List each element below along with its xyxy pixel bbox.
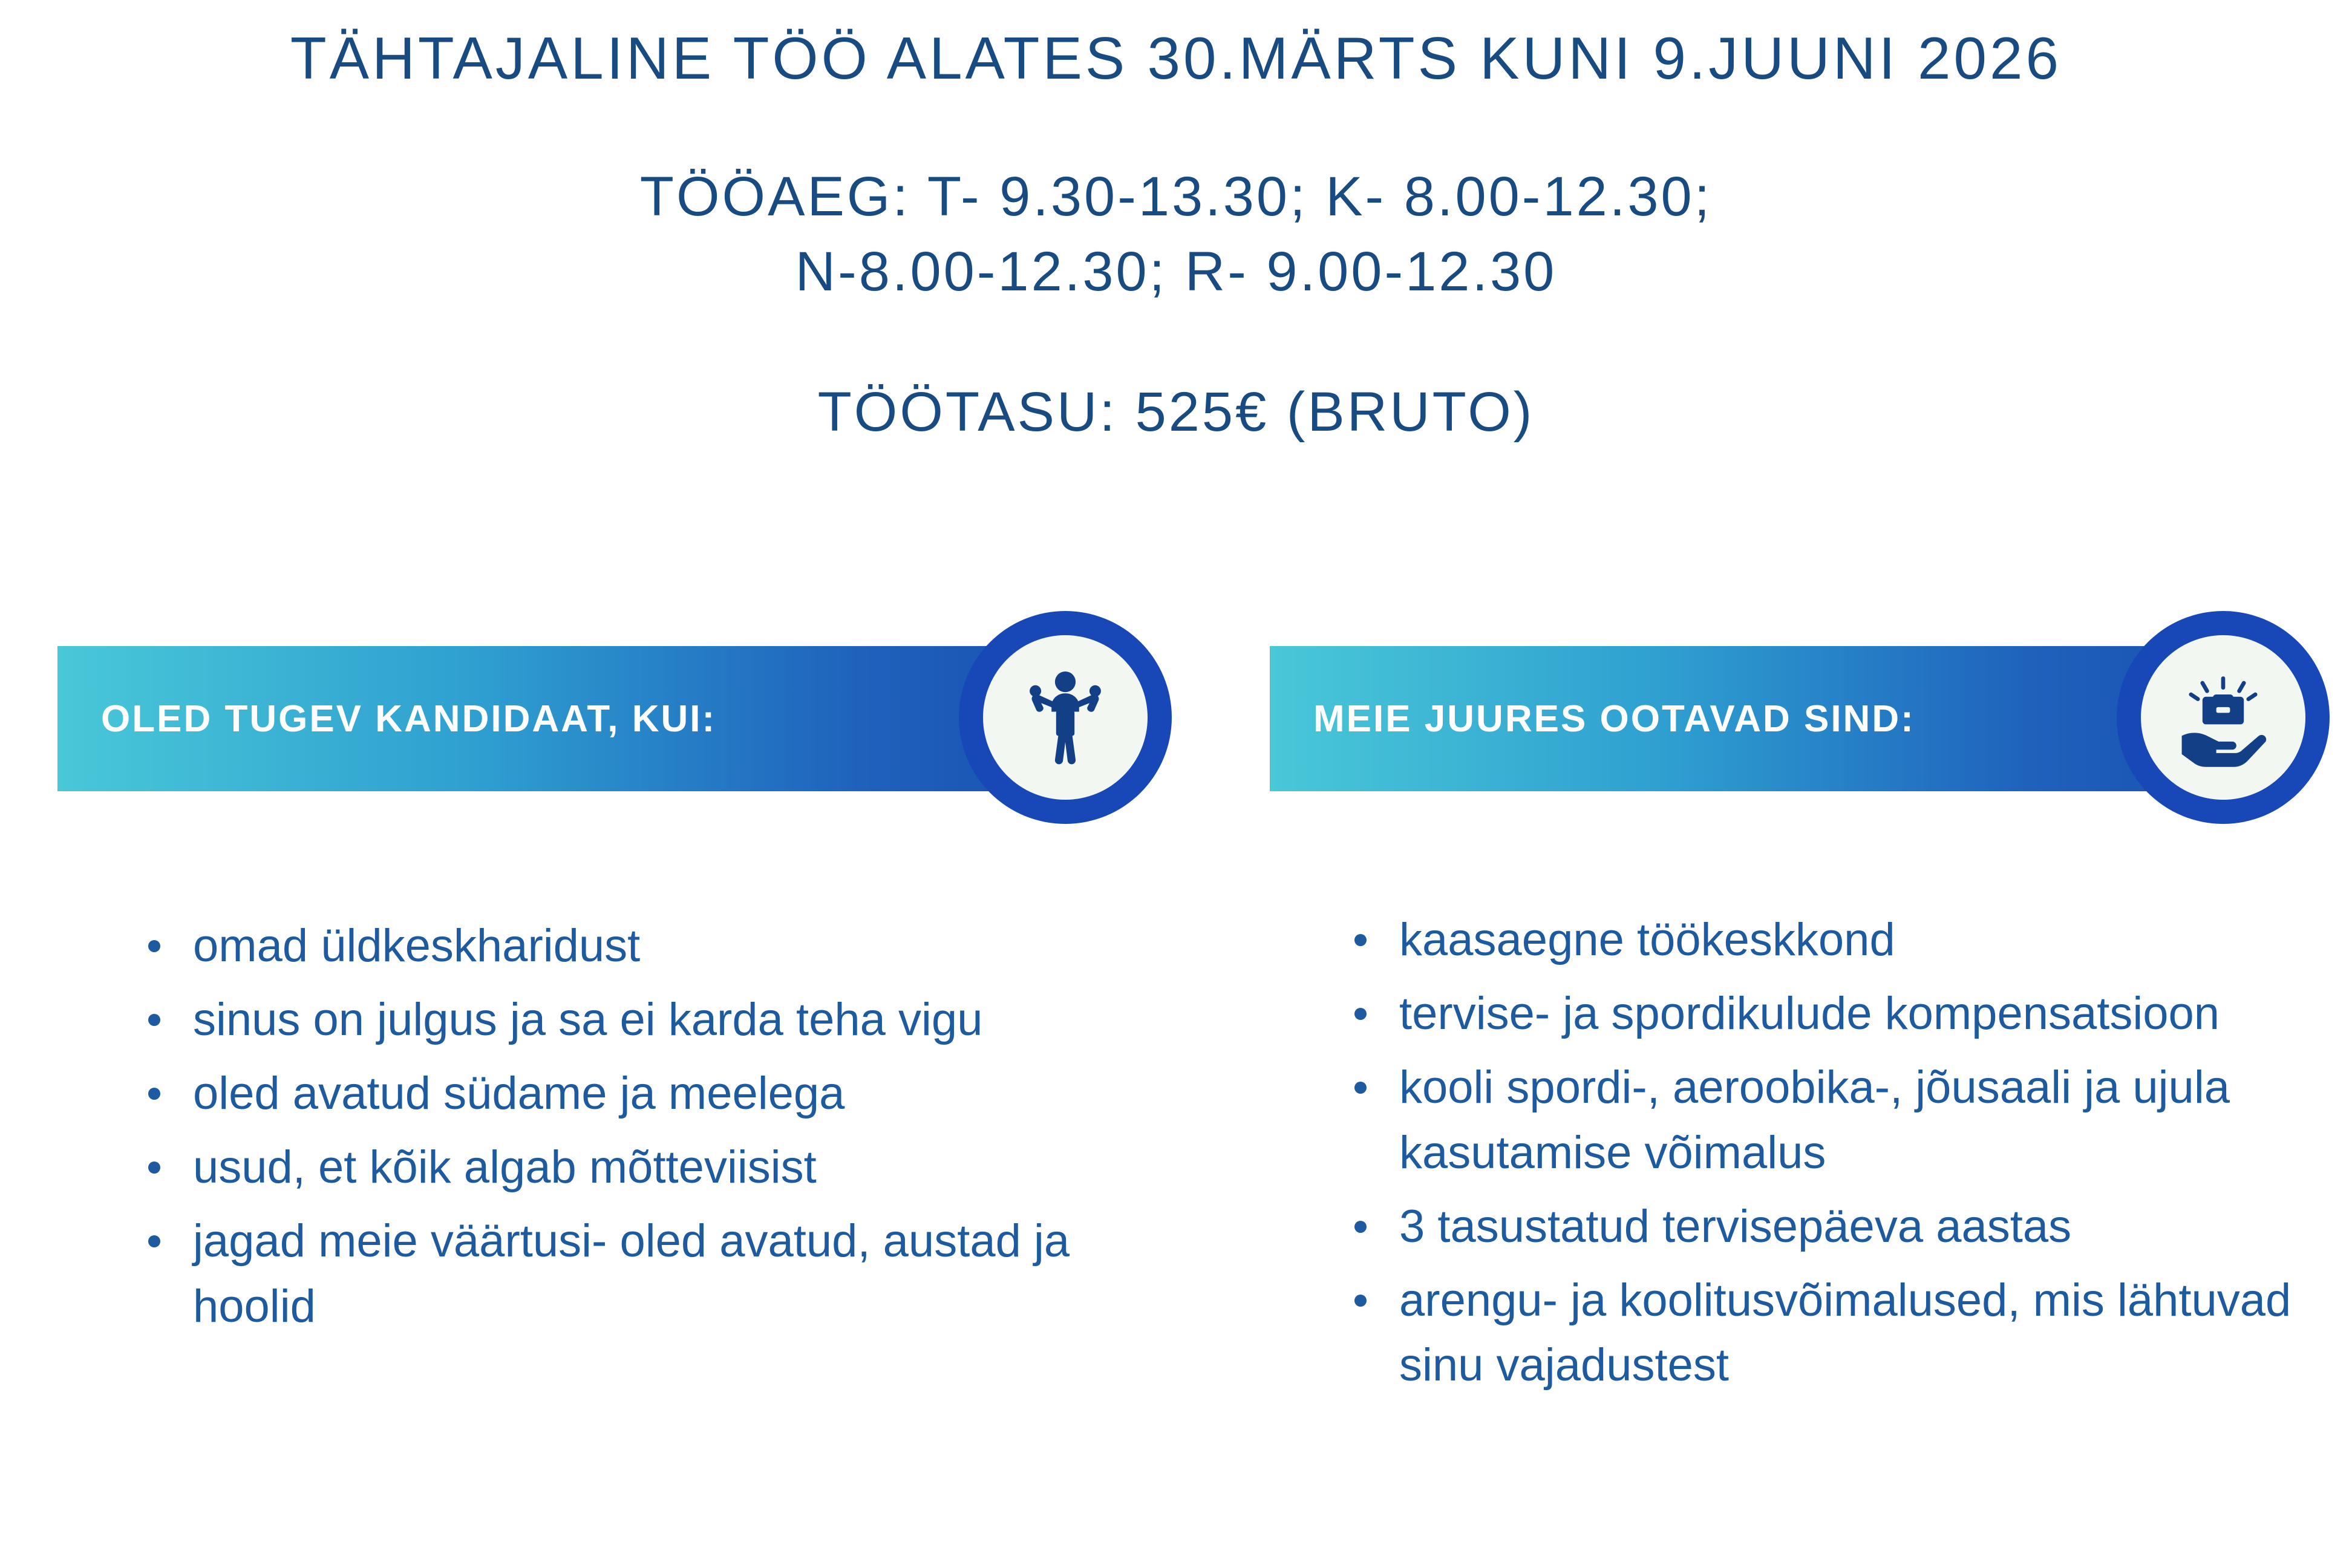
list-item: arengu- ja koolitusvõimalused, mis lähtuvad sinu vajadustest [1354, 1268, 2352, 1399]
list-item: omad üldkeskharidust [148, 913, 1140, 979]
candidate-banner-bar [57, 646, 1074, 791]
working-hours-line-1: TÖÖAEG: T- 9.30-13.30; K- 8.00-12.30; [639, 165, 1713, 227]
benefits-badge [2117, 611, 2330, 824]
benefits-list [1270, 907, 2352, 1398]
list-item: kooli spordi-, aeroobika-, jõusaali ja ujula kasutamise võimalus [1354, 1055, 2352, 1186]
strong-person-icon [983, 635, 1148, 800]
candidate-badge [959, 611, 1172, 824]
list-item: jagad meie väärtusi- oled avatud, austad ja hoolid [148, 1209, 1140, 1339]
page-title: TÄHTAJALINE TÖÖ ALATES 30.MÄRTS KUNI 9.JUUNI 2026 [290, 25, 2062, 91]
working-hours [0, 159, 2352, 309]
two-column-section [0, 611, 2352, 1408]
list-item: tervise- ja spordikulude kompensatsioon [1354, 981, 2352, 1047]
candidate-requirements-list [57, 913, 1140, 1339]
list-item: kaasaegne töökeskkond [1354, 907, 2352, 973]
benefits-banner-bar [1270, 646, 2232, 791]
benefits-column [1270, 611, 2352, 1408]
benefits-banner [1270, 611, 2352, 811]
candidate-requirements-column [57, 611, 1140, 1408]
list-item: 3 tasustatud tervisepäeva aastas [1354, 1194, 2352, 1259]
benefits-banner-label: MEIE JUURES OOTAVAD SIND: [1313, 697, 1915, 740]
hand-holding-briefcase-icon [2141, 635, 2305, 800]
salary-line: TÖÖTASU: 525€ (BRUTO) [817, 381, 1535, 443]
header-block [0, 0, 2352, 445]
list-item: sinus on julgus ja sa ei karda teha vigu [148, 987, 1140, 1053]
list-item: oled avatud südame ja meelega [148, 1061, 1140, 1126]
list-item: usud, et kõik algab mõtteviisist [148, 1135, 1140, 1200]
candidate-banner-label: OLED TUGEV KANDIDAAT, KUI: [101, 697, 717, 740]
working-hours-line-2: N-8.00-12.30; R- 9.00-12.30 [795, 240, 1557, 302]
candidate-banner [57, 611, 1140, 811]
